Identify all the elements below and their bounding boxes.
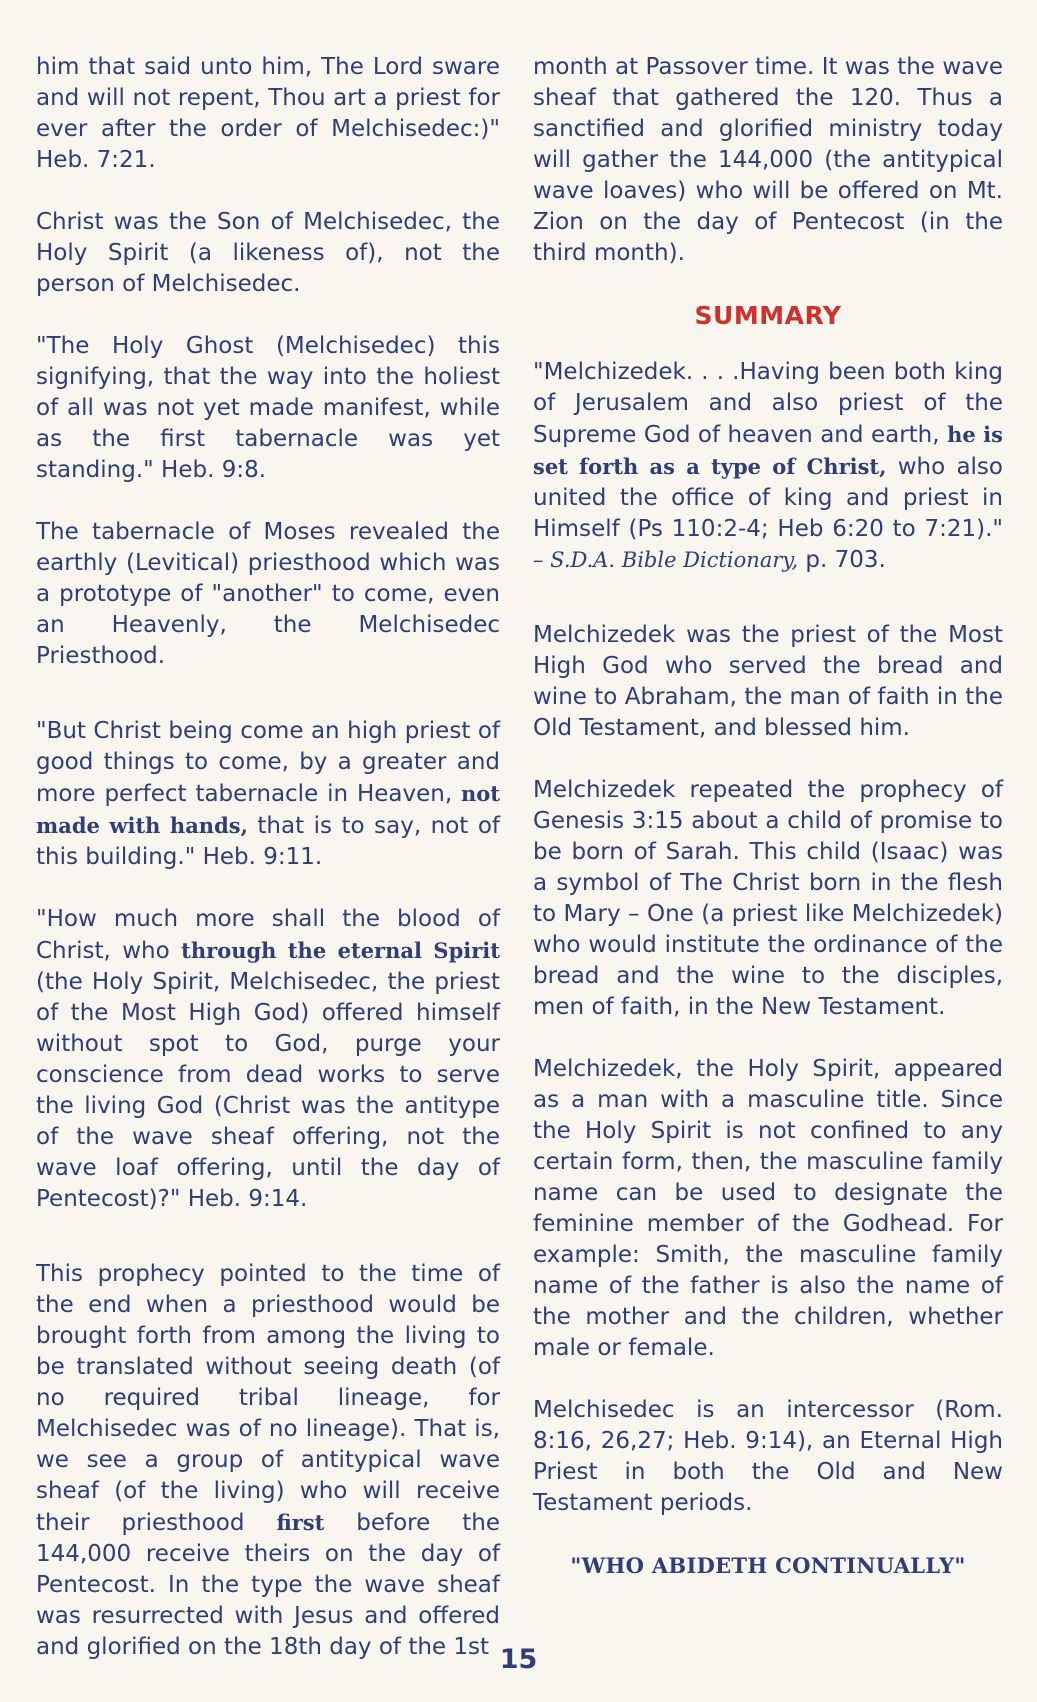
paragraph: Melchizedek, the Holy Spirit, appeared as a man with a masculine title. Since the Holy Spirit is not confined to any certain form, then, the masculine family name can be used to designate the feminine member of the Godhead. For example: Smith, the masculine family name of the father is also the name of the mother and the children, whether male or female. <box>533 1056 1003 1361</box>
text-run: that is to say, not of this building." Heb. 9:11. <box>36 813 500 870</box>
text-run: "But Christ being come an high priest of good things to come, by a greater and more perfect tabernacle in Heaven, <box>36 718 500 807</box>
citation-source: – S.D.A. Bible Dictionary, <box>533 548 799 572</box>
emphasis-text: he is set forth as a type of Christ, <box>533 422 1003 479</box>
quotation <box>533 357 1003 576</box>
paragraph: Melchisedec is an intercessor (Rom. 8:16, 26,27; Heb. 9:14), an Eternal High Priest in both the Old and New Testament periods. <box>533 1397 1003 1516</box>
page-number: 15 <box>499 1644 538 1675</box>
paragraph <box>36 904 500 1215</box>
paragraph: Melchizedek was the priest of the Most High God who served the bread and wine to Abraham, the man of faith in the Old Testament, and blessed him. <box>533 622 1003 741</box>
text-run: "Melchizedek. . . .Having been both king of Jerusalem and also priest of the Supreme God of heaven and earth, <box>533 359 1003 448</box>
left-column <box>36 52 500 1694</box>
paragraph: "The Holy Ghost (Melchisedec) this signifying, that the way into the holiest of all was not yet made manifest, while as the first tabernacle was yet standing." Heb. 9:8. <box>36 333 500 483</box>
paragraph: Melchizedek repeated the prophecy of Genesis 3:15 about a child of promise to be born of Sarah. This child (Isaac) was a symbol of The Christ born in the flesh to Mary – One (a priest like Melchizedek) who would institute the ordinance of the bread and the wine to the disciples, men of faith, in the New Testament. <box>533 777 1003 1020</box>
paragraph: The tabernacle of Moses revealed the earthly (Levitical) priesthood which was a prototype of "another" to come, even an Heavenly, the Melchisedec Priesthood. <box>36 519 500 669</box>
emphasis-text: not made with hands, <box>36 781 500 838</box>
citation-page: p. 703. <box>798 547 886 573</box>
text-run: (the Holy Spirit, Melchisedec, the priest of the Most High God) offered himself without spot to God, purge your conscience from dead works to serve the living God (Christ was the antitype of the wave sheaf offering, not the wave loaf offering, until the day of Pentecost)?" Heb. 9:14. <box>36 969 500 1212</box>
paragraph: month at Passover time. It was the wave sheaf that gathered the 120. Thus a sanctified and glorified ministry today will gather the 144,000 (the antitypical wave loaves) who will be offered on Mt. Zion on the day of Pentecost (in the third month). <box>533 54 1003 266</box>
closing-title: "WHO ABIDETH CONTINUALLY" <box>570 1553 966 1578</box>
right-column <box>533 52 1003 1581</box>
text-run: "How much more shall the blood of Christ, who <box>36 906 500 964</box>
text-run: who also united the office of king and priest in Himself (Ps 110:2-4; Heb 6:20 to 7:21)." <box>533 454 1003 542</box>
section-heading: SUMMARY <box>694 301 842 330</box>
paragraph <box>36 716 500 873</box>
paragraph <box>36 1259 500 1663</box>
paragraph: him that said unto him, The Lord sware and will not repent, Thou art a priest for ever after the order of Melchisedec:)" Heb. 7:21. <box>36 54 500 173</box>
emphasis-text: through the eternal Spirit <box>181 938 500 963</box>
text-run: This prophecy pointed to the time of the end when a priesthood would be brought forth from among the living to be translated without seeing death (of no required tribal lineage, for Melchisedec was of no lineage). That is, we see a group of antitypical wave sheaf (of the living) who will receive their priesthood <box>36 1261 500 1536</box>
text-run: before the 144,000 receive theirs on the day of Pentecost. In the type the wave sheaf was resurrected with Jesus and offered and glorified on the 18th day of the 1st <box>36 1510 500 1660</box>
emphasis-text: first <box>276 1510 325 1535</box>
paragraph: Christ was the Son of Melchisedec, the Holy Spirit (a likeness of), not the person of Melchisedec. <box>36 209 500 297</box>
